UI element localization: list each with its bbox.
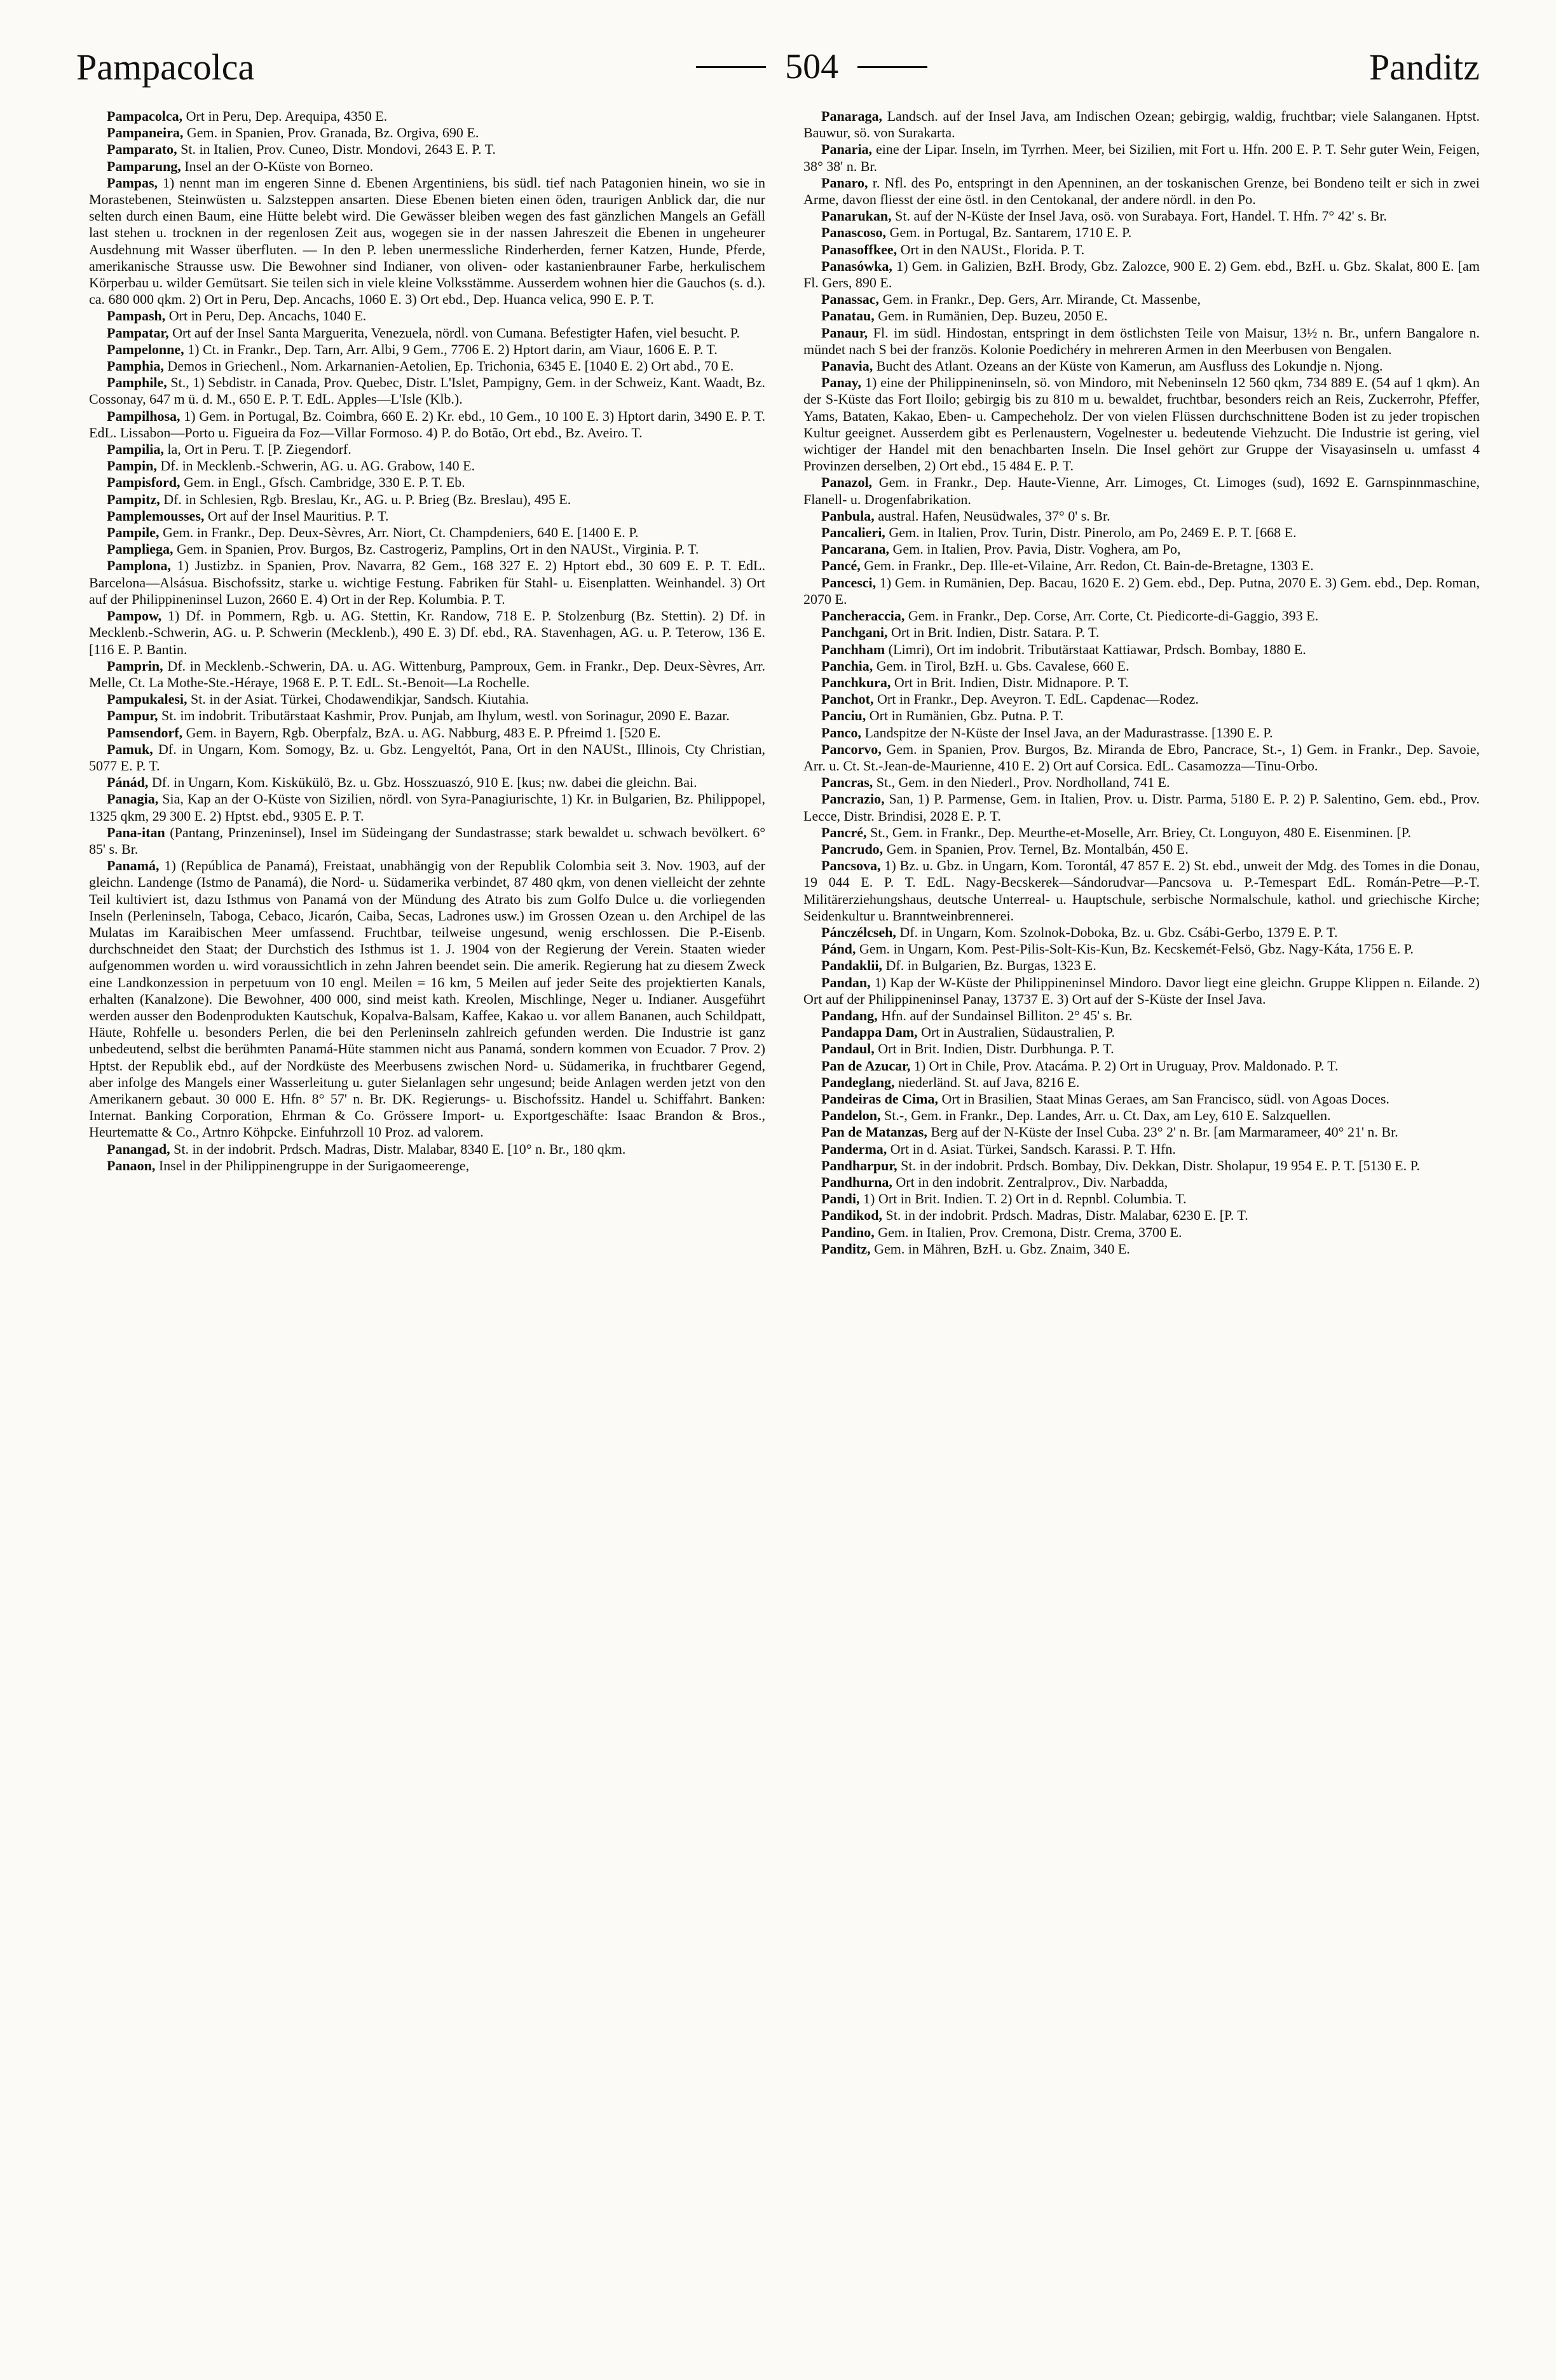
entry-text: Df. in Mecklenb.-Schwerin, DA. u. AG. Wittenburg, Pamproux, Gem. in Frankr., Dep. Deux-Sèvres, Arr. Melle, Ct. La Mothe-Ste.-Héraye, 1968 E. P. T. EdL. St.-Benoit—La Rochelle.: [89, 657, 765, 690]
entry-headword: Panaur,: [821, 324, 868, 341]
entry-text: austral. Hafen, Neusüdwales, 37° 0' s. Br.: [874, 507, 1110, 524]
entry-headword: Pampin,: [107, 458, 157, 474]
dictionary-entry: [89, 541, 765, 557]
dictionary-entry: [803, 524, 1480, 541]
entry-text: St., 1) Sebdistr. in Canada, Prov. Quebec, Distr. L'Islet, Pampigny, Gem. in der Schweiz, Kant. Waadt, Bz. Cossonay, 647 m ü. d. M., 650 E. P. T. EdL. Apples—L'Isle (Klb.).: [89, 374, 765, 407]
dictionary-entry: [803, 824, 1480, 841]
entry-headword: Pandelon,: [821, 1107, 881, 1124]
page-header: [76, 38, 1480, 95]
entry-headword: Pánád,: [107, 774, 149, 791]
entry-text: 1) nennt man im engeren Sinne d. Ebenen Argentiniens, bis südl. tief nach Patagonien hinein, wo sie in Morastebenen, Steinwüsten u. Salzsteppen ansarten. Diese Ebenen bieten einen öden, traurigen Anblick dar, die nur selten durch einen Baum, eine Hütte belebt wird. Die Gewässer bleiben wegen des fast gänzlichen Mangels an Gefäll last stehen u. trocknen in der regenlosen Zeit aus, wogegen sie in der nassen Jahreszeit die Ebenen in ungeheurer Ausdehnung mit Wasser überfluten. — In den P. leben unermessliche Rinderherden, ferner Katzen, Hunde, Pferde, amerikanische Strausse usw. Die Bewohner sind Indianer, von oliven- oder kastanienbrauner Farbe, herkulischem Körperbau u. wilder Gemütsart. Sie teilen sich in viele kleine Volksstämme. Ausserdem wohnen hier die Gauchos (s. d.). ca. 680 000 qkm. 2) Ort in Peru, Dep. Ancachs, 1060 E. 3) Ort ebd., Dep. Huanca velica, 990 E. P. T.: [89, 174, 765, 308]
entry-text: St. in der indobrit. Prdsch. Bombay, Div. Dekkan, Distr. Sholapur, 19 954 E. P. T. [5130 E. P.: [897, 1157, 1420, 1173]
entry-headword: Pampisford,: [107, 474, 181, 491]
entry-headword: Pandino,: [821, 1224, 875, 1240]
dictionary-entry: [803, 641, 1480, 658]
entry-headword: Pandeglang,: [821, 1074, 895, 1090]
entry-headword: Pana-itan: [107, 824, 165, 840]
entry-text: Insel an der O-Küste von Borneo.: [181, 158, 374, 174]
dictionary-entry: [89, 358, 765, 374]
entry-headword: Pandeiras de Cima,: [821, 1090, 938, 1107]
dictionary-entry: [803, 957, 1480, 974]
dictionary-entry: [89, 408, 765, 441]
entry-text: la, Ort in Peru. T. [P. Ziegendorf.: [163, 441, 351, 458]
entry-text: Ort in den indobrit. Zentralprov., Div. Narbadda,: [892, 1174, 1168, 1190]
dictionary-entry: [803, 308, 1480, 324]
entry-headword: Pamparato,: [107, 141, 177, 158]
dictionary-entry: [89, 824, 765, 858]
entry-headword: Panangad,: [107, 1140, 170, 1157]
dictionary-entry: [89, 458, 765, 474]
entry-text: Gem. in Spanien, Prov. Granada, Bz. Orgiva, 690 E.: [183, 125, 479, 141]
entry-headword: Pancalieri,: [821, 524, 885, 541]
entry-text: Ort in Peru, Dep. Arequipa, 4350 E.: [182, 108, 388, 124]
entry-headword: Pampilhosa,: [107, 407, 181, 424]
dictionary-entry: [803, 325, 1480, 358]
entry-headword: Panasoffkee,: [821, 241, 897, 257]
dictionary-entry: [89, 691, 765, 708]
entry-headword: Panay,: [821, 374, 861, 391]
entry-text: Ort in Brit. Indien, Distr. Midnapore. P. T.: [891, 674, 1129, 690]
dictionary-entry: [89, 474, 765, 491]
entry-headword: Pandang,: [821, 1007, 878, 1023]
entry-headword: Pamparung,: [107, 158, 181, 174]
dictionary-entry: [89, 158, 765, 175]
entry-headword: Pandharpur,: [821, 1157, 897, 1173]
dictionary-entry: [803, 674, 1480, 691]
entry-headword: Panaria,: [821, 141, 873, 158]
entry-headword: Pampas,: [107, 174, 158, 191]
dictionary-entry: [803, 1174, 1480, 1191]
entry-headword: Pancarana,: [821, 541, 889, 557]
dictionary-entry: [89, 175, 765, 308]
dictionary-entry: [89, 741, 765, 774]
entry-text: Ort in Peru, Dep. Ancachs, 1040 E.: [165, 308, 367, 324]
entry-text: St., Gem. in Frankr., Dep. Meurthe-et-Moselle, Arr. Briey, Ct. Longuyon, 480 E. Eisenminen. [P.: [866, 824, 1411, 840]
entry-text: (Limri), Ort im indobrit. Tributärstaat Kattiawar, Prdsch. Bombay, 1880 E.: [885, 641, 1306, 657]
dictionary-entry: [803, 1124, 1480, 1140]
entry-text: Gem. in Spanien, Prov. Burgos, Bz. Miranda de Ebro, Pancrace, St.-, 1) Gem. in Frankr., Dep. Savoie, Arr. u. Ct. St.-Jean-de-Maurienne, 410 E. 2) Ort auf Corsica. EdL. Casamozza—Tinu-Orbo.: [803, 741, 1480, 774]
entry-text: Gem. in Italien, Prov. Pavia, Distr. Voghera, am Po,: [889, 541, 1181, 557]
dictionary-entry: [803, 508, 1480, 524]
entry-text: St. in Italien, Prov. Cuneo, Distr. Mondovi, 2643 E. P. T.: [177, 141, 496, 158]
entry-text: St. in der Asiat. Türkei, Chodawendikjar, Sandsch. Kiutahia.: [187, 691, 529, 708]
entry-text: Insel in der Philippinengruppe in der Surigaomeerenge,: [155, 1157, 470, 1173]
entry-headword: Panchkura,: [821, 674, 891, 690]
dictionary-entry: [803, 858, 1480, 924]
entry-text: Berg auf der N-Küste der Insel Cuba. 23° 2' n. Br. [am Marmarameer, 40° 21' n. Br.: [927, 1124, 1398, 1140]
entry-text: Gem. in Frankr., Dep. Gers, Arr. Mirande, Ct. Massenbe,: [879, 291, 1201, 308]
entry-text: Landspitze der N-Küste der Insel Java, an der Madurastrasse. [1390 E. P.: [861, 724, 1273, 741]
entry-headword: Panazol,: [821, 474, 873, 491]
left-column: [89, 108, 765, 2355]
dictionary-entry: [89, 658, 765, 691]
dictionary-entry: [803, 691, 1480, 708]
entry-text: Gem. in Engl., Gfsch. Cambridge, 330 E. P. T. Eb.: [180, 474, 465, 491]
entry-text: Sia, Kap an der O-Küste von Sizilien, nördl. von Syra-Panagiurischte, 1) Kr. in Bulgarien, Bz. Philippopel, 1325 qkm, 29 300 E. 2) Hptst. ebd., 9305 E. P. T.: [89, 791, 765, 824]
dictionary-entry: [803, 575, 1480, 608]
entry-text: Landsch. auf der Insel Java, am Indischen Ozean; gebirgig, waldig, fruchtbar; viele Salanganen. Hptst. Bauwur, sö. von Surakarta.: [803, 108, 1480, 141]
entry-headword: Pamplona,: [107, 557, 171, 574]
entry-headword: Panchham: [821, 641, 885, 657]
entry-text: Bucht des Atlant. Ozeans an der Küste von Kamerun, am Ausfluss des Lokundje n. Njong.: [873, 358, 1383, 374]
entry-headword: Pampilia,: [107, 441, 164, 458]
entry-headword: Panasówka,: [821, 257, 892, 274]
entry-text: Demos in Griechenl., Nom. Arkarnanien-Aetolien, Ep. Trichonia, 6345 E. [1040 E. 2) Ort abd., 70 E.: [163, 358, 734, 374]
dictionary-entry: [89, 1141, 765, 1158]
entry-headword: Pampow,: [107, 608, 162, 624]
entry-text: Df. in Schlesien, Rgb. Breslau, Kr., AG. u. P. Brieg (Bz. Breslau), 495 E.: [160, 491, 571, 507]
entry-headword: Pampitz,: [107, 491, 160, 507]
entry-headword: Pampile,: [107, 524, 160, 541]
dictionary-entry: [89, 774, 765, 791]
dictionary-entry: [89, 608, 765, 658]
header-dash-left: [696, 66, 766, 68]
header-page-number: [696, 46, 927, 87]
entry-text: 1) Gem. in Galizien, BzH. Brody, Gbz. Zalozce, 900 E. 2) Gem. ebd., BzH. u. Gbz. Skalat, 800 E. [am Fl. Gers, 890 E.: [803, 257, 1480, 291]
dictionary-entry: [803, 258, 1480, 291]
entry-headword: Pancorvo,: [821, 741, 882, 757]
entry-text: 1) (República de Panamá), Freistaat, unabhängig von der Republik Colombia seit 3. Nov. 1903, auf der gleichn. Landenge (Istmo de Panamá), die Nord- u. Südamerika verbindet, 87 480 qkm, von denen vielleicht der zehnte Teil kultiviert ist, dazu Isthmus von Panamá von der Mündung des Atrato bis zum Golfo Dulce u. die vorliegenden Inseln (Perleninseln, Taboga, Cebaco, Jicarón, Caiba, Secas, Ladrones usw.) im Grossen Ozean u. den Archipel de las Mulatas im Karaibischen Meer umfassend. Fruchtbar, teilweise ungesund, wenig erschlossen. Die P.-Eisenb. durchschneidet den Staat; der Durchstich des Isthmus ist 1. J. 1904 von der Regierung der Verein. Staaten wieder aufgenommen worden u. wird voraussichtlich in zehn Jahren beendet sein. Die amerik. Regierung hat zu diesem Zweck eine Landkonzession in perpetuum von 10 engl. Meilen = 16 km, 5 Meilen auf jeder Seite des projektierten Kanals, erhalten (Kanalzone). Die Bewohner, 400 000, sind meist kath. Kreolen, Mischlinge, Neger u. Indianer. Ausgeführt werden ausser den Bodenprodukten Kautschuk, Kopalva-Balsam, Kaffee, Kakao u. vor allem Bananen, auch Schildpatt, Häute, Rohfelle u. besonders Perlen, die bei den Perleninseln zahlreich gefunden werden. Die Industrie ist ganz unbedeutend, selbst die berühmten Panamá-Hüte stammen nicht aus Panamá, sondern kommen von Ecuador. 7 Prov. 2) Hptst. der Republik ebd., auf der Nordküste des Meerbusens zwischen Nord- u. Südamerika, in fruchtbarer Gegend, aber infolge des Mangels einer Wasserleitung u. guter Sielanlagen sehr ungesund; beide Anlagen werden jetzt von den Amerikanern gebaut. 30 000 E. Hfn. 8° 57' n. Br. DK. Regierungs- u. Bischofssitz. Handel u. Schiffahrt. Banken: Internat. Banking Corporation, Ehrman & Co. Grössere Import- u. Exportgeschäfte: Isaac Brandon & Bros., Heurtematte & Co., Artnro Köhpcke. Einfuhrzoll 10 Proz. ad valorem.: [89, 858, 765, 1140]
entry-headword: Pánczélcseh,: [821, 924, 896, 940]
right-column: [803, 108, 1480, 2355]
dictionary-entry: [89, 791, 765, 824]
entry-headword: Pamphia,: [107, 358, 164, 374]
entry-headword: Panaon,: [107, 1157, 156, 1173]
entry-headword: Pampukalesi,: [107, 691, 188, 708]
entry-text: Ort in Brit. Indien, Distr. Satara. P. T.: [887, 624, 1100, 641]
dictionary-entry: [89, 725, 765, 741]
dictionary-entry: [803, 557, 1480, 574]
entry-text: 1) Gem. in Rumänien, Dep. Bacau, 1620 E. 2) Gem. ebd., Dep. Putna, 2070 E. 3) Gem. ebd., Dep. Roman, 2070 E.: [803, 574, 1480, 607]
dictionary-entry: [89, 508, 765, 524]
dictionary-entry: [803, 708, 1480, 724]
dictionary-entry: [89, 308, 765, 324]
entry-text: Ort in d. Asiat. Türkei, Sandsch. Karassi. P. T. Hfn.: [887, 1140, 1176, 1157]
entry-headword: Pampatar,: [107, 324, 169, 341]
entry-headword: Panamá,: [107, 858, 160, 874]
entry-text: San, 1) P. Parmense, Gem. in Italien, Prov. u. Distr. Parma, 5180 E. P. 2) P. Salentino, Gem. ebd., Prov. Lecce, Distr. Brindisi, 2028 E. P. T.: [803, 791, 1480, 824]
dictionary-entry: [89, 341, 765, 358]
dictionary-entry: [803, 108, 1480, 141]
entry-text: Ort in Rumänien, Gbz. Putna. P. T.: [866, 708, 1064, 724]
entry-text: Gem. in Italien, Prov. Turin, Distr. Pinerolo, am Po, 2469 E. P. T. [668 E.: [885, 524, 1297, 541]
text-columns: [89, 108, 1480, 2355]
dictionary-entry: [89, 441, 765, 458]
dictionary-entry: [803, 1141, 1480, 1158]
entry-text: r. Nfl. des Po, entspringt in den Apenninen, an der toskanischen Grenze, bei Bondeno teilt er sich in zwei Arme, davon fliesst der eine östl. in den Centokanal, der andere nördl. in den Po.: [803, 174, 1480, 208]
dictionary-entry: [803, 242, 1480, 258]
entry-text: St.-, Gem. in Frankr., Dep. Landes, Arr. u. Ct. Dax, am Ley, 610 E. Salzquellen.: [880, 1107, 1331, 1124]
dictionary-entry: [803, 1107, 1480, 1124]
entry-headword: Pampacolca,: [107, 108, 183, 124]
entry-headword: Pandikod,: [821, 1207, 882, 1224]
dictionary-entry: [803, 358, 1480, 374]
dictionary-entry: [89, 524, 765, 541]
entry-headword: Panassac,: [821, 291, 880, 308]
entry-text: Ort in Brit. Indien, Distr. Durbhunga. P. T.: [874, 1041, 1114, 1057]
dictionary-entry: [89, 141, 765, 158]
entry-text: 1) Ort in Chile, Prov. Atacáma. P. 2) Ort in Uruguay, Prov. Maldonado. P. T.: [910, 1057, 1339, 1074]
entry-text: 1) Gem. in Portugal, Bz. Coimbra, 660 E. 2) Kr. ebd., 10 Gem., 10 100 E. 3) Hptort darin, 3490 E. P. T. EdL. Lissabon—Porto u. Figueira da Foz—Villar Formoso. 4) P. do Botão, Ort ebd., Bz. Aveiro. T.: [89, 407, 765, 441]
dictionary-entry: [803, 541, 1480, 557]
dictionary-entry: [803, 208, 1480, 224]
dictionary-entry: [803, 1008, 1480, 1024]
entry-text: Ort in Brasilien, Staat Minas Geraes, am San Francisco, südl. von Agoas Doces.: [938, 1090, 1389, 1107]
header-right-word: Panditz: [1369, 46, 1480, 88]
entry-headword: Panarukan,: [821, 208, 892, 224]
header-left-word: Pampacolca: [76, 46, 255, 88]
dictionary-entry: [803, 841, 1480, 858]
entry-headword: Pamsendorf,: [107, 724, 183, 741]
entry-text: 1) Ct. in Frankr., Dep. Tarn, Arr. Albi, 9 Gem., 7706 E. 2) Hptort darin, am Viaur, 1606 E. P. T.: [184, 341, 718, 357]
page-number: 504: [785, 47, 839, 86]
entry-headword: Panatau,: [821, 308, 875, 324]
entry-text: Gem. in Frankr., Dep. Ille-et-Vilaine, Arr. Redon, Ct. Bain-de-Bretagne, 1303 E.: [860, 557, 1314, 574]
dictionary-entry: [89, 108, 765, 125]
entry-headword: Panderma,: [821, 1140, 887, 1157]
entry-headword: Pancrudo,: [821, 840, 884, 857]
entry-text: Ort in Australien, Südaustralien, P.: [917, 1024, 1116, 1041]
entry-headword: Pandappa Dam,: [821, 1024, 918, 1041]
entry-headword: Panciu,: [821, 708, 866, 724]
dictionary-entry: [803, 975, 1480, 1008]
entry-headword: Panavia,: [821, 358, 873, 374]
entry-text: 1) eine der Philippineninseln, sö. von Mindoro, mit Nebeninseln 12 560 qkm, 734 889 E. (54 auf 1 qkm). An der S-Küste das Fort Iloilo; gebirgig bis zu 810 m u. bewaldet, fruchtbar, besonders reich an Reis, Zuckerrohr, Pfeffer, Yams, Bataten, Kakao, Eben- u. Campecheholz. Der von vielen Flüssen durchschnittene Boden ist zu jeder tropischen Kultur geeignet. Ausserdem gibt es Perlenaustern, Vogelnester u. bedeutende Viehzucht. Die Industrie ist gering, viel wichtiger der Handel mit den benachbarten Inseln. Die Insel gehört zur Gruppe der Visayasinseln u. umfasst 4 Provinzen derselben, 2) Ort ebd., 15 484 E. P. T.: [803, 374, 1480, 474]
entry-headword: Pampaneira,: [107, 125, 184, 141]
dictionary-entry: [89, 708, 765, 724]
entry-headword: Pamuk,: [107, 741, 153, 757]
entry-headword: Pandhurna,: [821, 1174, 892, 1190]
entry-text: Gem. in Portugal, Bz. Santarem, 1710 E. P.: [886, 224, 1132, 241]
entry-text: Gem. in Mähren, BzH. u. Gbz. Znaim, 340 E.: [870, 1240, 1130, 1257]
entry-text: Gem. in Frankr., Dep. Corse, Arr. Corte, Ct. Piedicorte-di-Gaggio, 393 E.: [904, 608, 1319, 624]
dictionary-entry: [89, 557, 765, 608]
entry-text: St., Gem. in den Niederl., Prov. Nordholland, 741 E.: [873, 774, 1170, 791]
dictionary-entry: [89, 491, 765, 508]
entry-headword: Pampur,: [107, 708, 158, 724]
entry-text: Gem. in Italien, Prov. Cremona, Distr. Crema, 3700 E.: [874, 1224, 1182, 1240]
entry-text: Gem. in Frankr., Dep. Haute-Vienne, Arr. Limoges, Ct. Limoges (sud), 1692 E. Garnspinnmaschine, Flanell- u. Drogenfabrikation.: [803, 474, 1480, 507]
entry-headword: Pancras,: [821, 774, 873, 791]
entry-headword: Panchot,: [821, 691, 874, 708]
entry-text: Df. in Bulgarien, Bz. Burgas, 1323 E.: [882, 957, 1096, 974]
entry-text: St. in der indobrit. Prdsch. Madras, Distr. Malabar, 6230 E. [P. T.: [882, 1207, 1248, 1224]
dictionary-entry: [803, 224, 1480, 241]
entry-headword: Pamphile,: [107, 374, 167, 391]
entry-text: niederländ. St. auf Java, 8216 E.: [894, 1074, 1080, 1090]
entry-text: Gem. in Rumänien, Dep. Buzeu, 2050 E.: [874, 308, 1108, 324]
dictionary-entry: [803, 924, 1480, 941]
dictionary-entry: [89, 858, 765, 1140]
entry-text: Df. in Ungarn, Kom. Somogy, Bz. u. Gbz. Lengyeltót, Pana, Ort in den NAUSt., Illinois, Cty Christian, 5077 E. P. T.: [89, 741, 765, 774]
dictionary-entry: [803, 474, 1480, 507]
entry-text: Gem. in Frankr., Dep. Deux-Sèvres, Arr. Niort, Ct. Champdeniers, 640 E. [1400 E. P.: [159, 524, 639, 541]
entry-headword: Pandi,: [821, 1191, 860, 1207]
entry-headword: Pamprin,: [107, 657, 163, 674]
entry-text: Gem. in Spanien, Prov. Burgos, Bz. Castrogeriz, Pamplins, Ort in den NAUSt., Virginia. P. T.: [173, 541, 699, 557]
entry-headword: Panchgani,: [821, 624, 888, 641]
dictionary-entry: [803, 1241, 1480, 1257]
entry-text: Gem. in Bayern, Rgb. Oberpfalz, BzA. u. AG. Nabburg, 483 E. P. Pfreimd 1. [520 E.: [182, 724, 661, 741]
dictionary-entry: [803, 141, 1480, 174]
dictionary-entry: [803, 624, 1480, 641]
entry-text: Df. in Mecklenb.-Schwerin, AG. u. AG. Grabow, 140 E.: [156, 458, 475, 474]
dictionary-entry: [803, 1207, 1480, 1224]
entry-text: (Pantang, Prinzeninsel), Insel im Südeingang der Sundastrasse; stark bewaldet u. schwach bevölkert. 6° 85' s. Br.: [89, 824, 765, 857]
entry-headword: Pandaul,: [821, 1041, 875, 1057]
entry-text: Fl. im südl. Hindostan, entspringt in dem östlichsten Teile von Maisur, 13½ n. Br., unfern Bangalore n. mündet nach S bei der französ. Kolonie Poedichéry in mehreren Armen in den Meerbusen von Bengalen.: [803, 324, 1480, 357]
entry-headword: Pampash,: [107, 308, 166, 324]
entry-text: Ort auf der Insel Santa Marguerita, Venezuela, nördl. von Cumana. Befestigter Hafen, viel besucht. P.: [168, 324, 740, 341]
dictionary-entry: [803, 1158, 1480, 1174]
dictionary-entry: [803, 1224, 1480, 1241]
dictionary-entry: [803, 941, 1480, 957]
dictionary-entry: [803, 1024, 1480, 1041]
entry-headword: Panaraga,: [821, 108, 882, 124]
entry-headword: Pancrazio,: [821, 791, 885, 807]
entry-text: Gem. in Tirol, BzH. u. Gbs. Cavalese, 660 E.: [873, 657, 1129, 674]
entry-text: 1) Df. in Pommern, Rgb. u. AG. Stettin, Kr. Randow, 718 E. P. Stolzenburg (Bz. Stettin). 2) Df. in Mecklenb.-Schwerin, AG. u. P. Schwerin (Mecklenb.), 490 E. 3) Df. ebd., RA. Stavenhagen, AG. u. P. Teterow, 136 E. [116 E. P. Bantin.: [89, 608, 765, 657]
dictionary-entry: [803, 774, 1480, 791]
entry-headword: Pancé,: [821, 557, 861, 574]
entry-text: St. in der indobrit. Prdsch. Madras, Distr. Malabar, 8340 E. [10° n. Br., 180 qkm.: [170, 1140, 626, 1157]
entry-headword: Pánd,: [821, 941, 856, 957]
dictionary-entry: [803, 1191, 1480, 1207]
dictionary-entry: [803, 741, 1480, 774]
entry-text: Ort auf der Insel Mauritius. P. T.: [204, 507, 389, 524]
entry-headword: Pamplemousses,: [107, 507, 205, 524]
entry-headword: Pancré,: [821, 824, 867, 840]
entry-text: St. auf der N-Küste der Insel Java, osö. von Surabaya. Fort, Handel. T. Hfn. 7° 42' s. Br.: [891, 208, 1388, 224]
entry-headword: Pan de Azucar,: [821, 1057, 911, 1074]
entry-headword: Panbula,: [821, 507, 875, 524]
entry-text: Hfn. auf der Sundainsel Billiton. 2° 45' s. Br.: [877, 1007, 1133, 1023]
entry-text: Ort in Frankr., Dep. Aveyron. T. EdL. Capdenac—Rodez.: [873, 691, 1199, 708]
entry-text: Gem. in Spanien, Prov. Ternel, Bz. Montalbán, 450 E.: [883, 840, 1189, 857]
dictionary-entry: [803, 175, 1480, 208]
entry-headword: Pancheraccia,: [821, 608, 905, 624]
dictionary-entry: [803, 1041, 1480, 1057]
entry-text: eine der Lipar. Inseln, im Tyrrhen. Meer, bei Sizilien, mit Fort u. Hfn. 200 E. P. T. Sehr guter Wein, Feigen, 38° 38' n. Br.: [803, 141, 1480, 174]
entry-text: 1) Bz. u. Gbz. in Ungarn, Kom. Torontál, 47 857 E. 2) St. ebd., unweit der Mdg. des Tomes in die Donau, 19 044 E. P. T. EdL. Nagy-Becskerek—Sándorudvar—Pancsova u. P.-Temespart EdL. Román-Petre—P.-T. Militärerziehungshaus, deutsche Unterreal- u. Hauptschule, serbische Normalschule, kathol. und griechische Kirche; Seidenkultur u. Branntweinbrennerei.: [803, 858, 1480, 924]
entry-text: St. im indobrit. Tributärstaat Kashmir, Prov. Punjab, am Ihylum, westl. von Sorinagur, 2090 E. Bazar.: [158, 708, 730, 724]
entry-headword: Panco,: [821, 724, 861, 741]
dictionary-entry: [803, 791, 1480, 824]
entry-headword: Pandan,: [821, 974, 871, 990]
dictionary-entry: [89, 125, 765, 141]
entry-headword: Pancsova,: [821, 858, 881, 874]
entry-text: Gem. in Ungarn, Kom. Pest-Pilis-Solt-Kis-Kun, Bz. Kecskemét-Felsö, Gbz. Nagy-Káta, 1756 E. P.: [856, 941, 1414, 957]
entry-headword: Pan de Matanzas,: [821, 1124, 927, 1140]
entry-text: Df. in Ungarn, Kom. Szolnok-Doboka, Bz. u. Gbz. Csábi-Gerbo, 1379 E. P. T.: [896, 924, 1338, 940]
dictionary-entry: [803, 608, 1480, 624]
entry-text: Df. in Ungarn, Kom. Kiskükülö, Bz. u. Gbz. Hosszuaszó, 910 E. [kus; nw. dabei die gleichn. Bai.: [148, 774, 697, 791]
dictionary-entry: [89, 374, 765, 407]
dictionary-entry: [803, 374, 1480, 474]
dictionary-entry: [803, 1074, 1480, 1091]
entry-headword: Pampliega,: [107, 541, 174, 557]
dictionary-entry: [803, 291, 1480, 308]
header-dash-right: [857, 66, 927, 68]
entry-text: 1) Justizbz. in Spanien, Prov. Navarra, 82 Gem., 168 327 E. 2) Hptort ebd., 30 609 E. P. T. EdL. Barcelona—Alsásua. Bischofssitz, starke u. wichtige Festung. Fabriken für Stahl- u. Eisenplatten. Weinhandel. 3) Ort auf der Philippineninsel Luzon, 2660 E. 4) Ort in der Rep. Kolumbia. P. T.: [89, 557, 765, 607]
entry-headword: Panagia,: [107, 791, 159, 807]
dictionary-entry: [89, 325, 765, 341]
dictionary-entry: [803, 1091, 1480, 1107]
entry-headword: Panaro,: [821, 174, 868, 191]
dictionary-entry: [89, 1158, 765, 1174]
entry-headword: Pampelonne,: [107, 341, 184, 357]
entry-headword: Panditz,: [821, 1240, 871, 1257]
dictionary-entry: [803, 658, 1480, 674]
entry-headword: Panchia,: [821, 657, 873, 674]
entry-text: 1) Ort in Brit. Indien. T. 2) Ort in d. Repnbl. Columbia. T.: [859, 1191, 1187, 1207]
entry-text: Ort in den NAUSt., Florida. P. T.: [897, 241, 1085, 257]
entry-headword: Panascoso,: [821, 224, 887, 241]
entry-text: 1) Kap der W-Küste der Philippineninsel Mindoro. Davor liegt eine gleichn. Gruppe Klippen n. Eilande. 2) Ort auf der Philippineninsel Panay, 13737 E. 3) Ort auf der S-Küste der Insel Java.: [803, 974, 1480, 1007]
dictionary-entry: [803, 1058, 1480, 1074]
dictionary-entry: [803, 725, 1480, 741]
entry-headword: Pandaklii,: [821, 957, 882, 974]
entry-headword: Pancesci,: [821, 574, 877, 591]
